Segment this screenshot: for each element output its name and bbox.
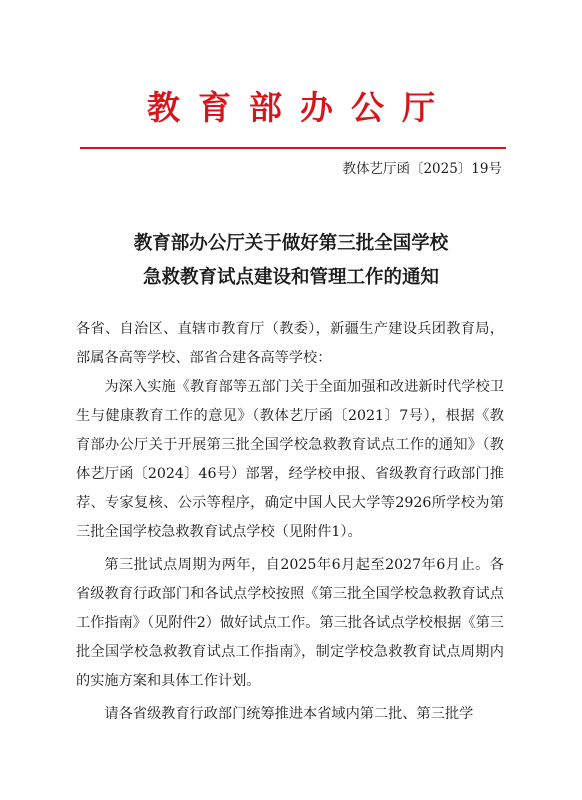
- document-body: [76, 315, 504, 729]
- body-paragraph-2: 第三批试点周期为两年，自2025年6月起至2027年6月止。各省级教育行政部门和各试点学校按照《第三批全国学校急救教育试点工作指南》（见附件2）做好试点工作。第三批各试点学校根据《第三批全国学校急救教育试点工作指南》，制定学校急救教育试点周期内的实施方案和具体工作计划。: [76, 557, 504, 689]
- document-title-line-1: 教育部办公厅关于做好第三批全国学校: [133, 233, 449, 254]
- document-title-line-2: 急救教育试点建设和管理工作的通知: [142, 267, 439, 288]
- body-paragraph-1: 为深入实施《教育部等五部门关于全面加强和改进新时代学校卫生与健康教育工作的意见》（教体艺厅函〔2021〕7号），根据《教育部办公厅关于开展第三批全国学校急救教育试点工作的通知》（教体艺厅函〔2024〕46号）部署，经学校申报、省级教育行政部门推荐、专家复核、公示等程序，确定中国人民大学等2926所学校为第三批全国学校急救教育试点学校（见附件1）。: [76, 379, 504, 540]
- document-number: 教体艺厅函〔2025〕19号: [342, 161, 502, 177]
- body-paragraph-3: 请各省级教育行政部门统筹推进本省域内第二批、第三批学: [104, 706, 474, 722]
- issuing-office-header: 教育部办公厅: [147, 88, 453, 127]
- red-divider-line: [80, 147, 506, 149]
- recipients-paragraph: 各省、自治区、直辖市教育厅（教委），新疆生产建设兵团教育局，部属各高等学校、部省合建各高等学校：: [76, 321, 504, 366]
